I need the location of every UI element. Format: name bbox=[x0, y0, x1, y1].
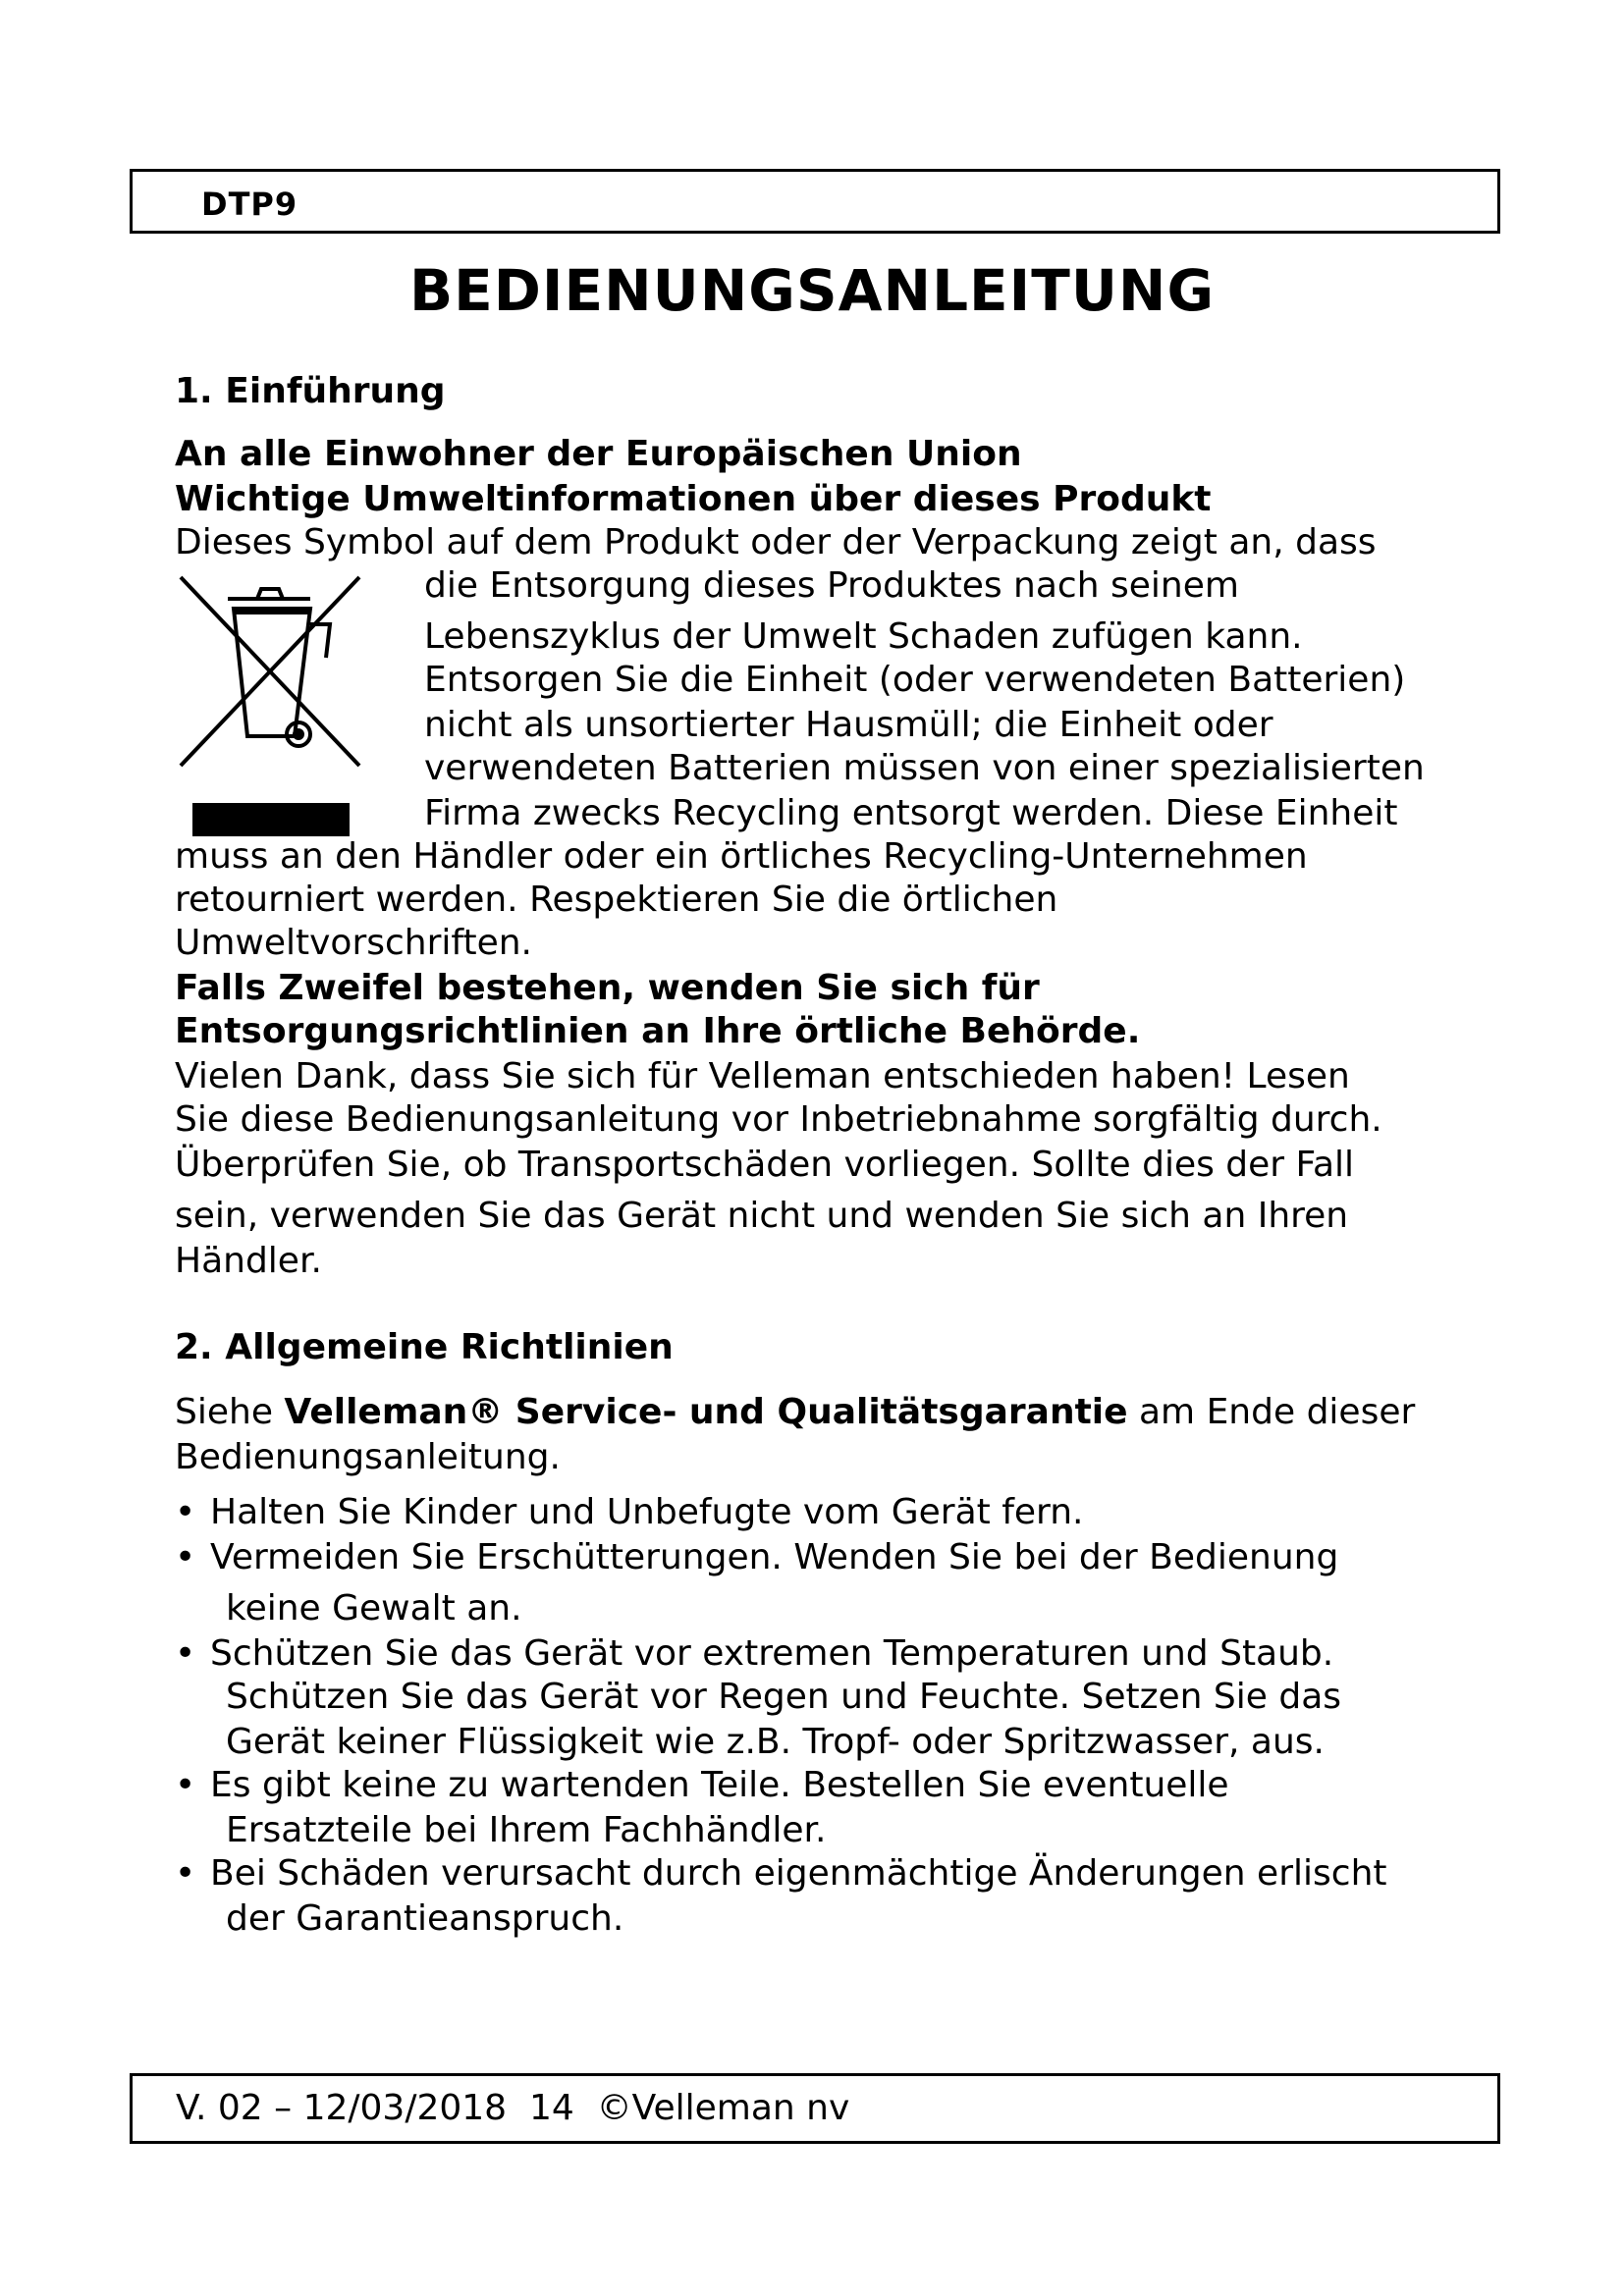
bullet-item: Bei Schäden verursacht durch eigenmächtige Änderungen erlischt bbox=[210, 1853, 1387, 1894]
bullet-icon: • bbox=[175, 1853, 196, 1894]
page-title: BEDIENUNGSANLEITUNG bbox=[408, 257, 1216, 324]
bullet-icon: • bbox=[175, 1633, 196, 1674]
thanks-line: Überprüfen Sie, ob Transportschäden vorliegen. Sollte dies der Fall bbox=[175, 1145, 1355, 1185]
thanks-line: sein, verwenden Sie das Gerät nicht und wenden Sie sich an Ihren bbox=[175, 1196, 1349, 1236]
footer-version: V. 02 – 12/03/2018 14 ©Velleman nv bbox=[176, 2088, 850, 2128]
guarantee-reference-line2: Bedienungsanleitung. bbox=[175, 1437, 561, 1477]
doubt-line: Falls Zweifel bestehen, wenden Sie sich für bbox=[175, 968, 1040, 1008]
eu-heading-2: Wichtige Umweltinformationen über dieses Produkt bbox=[175, 479, 1212, 519]
footer-box bbox=[130, 2073, 1500, 2144]
section-1-heading: 1. Einführung bbox=[175, 371, 446, 411]
env-line: nicht als unsortierter Hausmüll; die Einheit oder bbox=[424, 705, 1273, 745]
env-line: retourniert werden. Respektieren Sie die örtlichen bbox=[175, 880, 1058, 920]
env-line: Entsorgen Sie die Einheit (oder verwendeten Batterien) bbox=[424, 660, 1406, 700]
thanks-line: Vielen Dank, dass Sie sich für Velleman entschieden haben! Lesen bbox=[175, 1056, 1350, 1096]
bullet-icon: • bbox=[175, 1765, 196, 1805]
env-line: Lebenszyklus der Umwelt Schaden zufügen kann. bbox=[424, 616, 1303, 657]
env-line: Firma zwecks Recycling entsorgt werden. Diese Einheit bbox=[424, 793, 1398, 833]
bullet-icon: • bbox=[175, 1492, 196, 1532]
header-box bbox=[130, 169, 1500, 234]
env-line: Umweltvorschriften. bbox=[175, 923, 532, 963]
bullet-continuation: Schützen Sie das Gerät vor Regen und Feuchte. Setzen Sie das bbox=[226, 1677, 1342, 1717]
guarantee-title: Velleman® Service- und Qualitätsgarantie bbox=[284, 1392, 1128, 1432]
bullet-item: Vermeiden Sie Erschütterungen. Wenden Sie bei der Bedienung bbox=[210, 1537, 1339, 1577]
bullet-item: Schützen Sie das Gerät vor extremen Temperaturen und Staub. bbox=[210, 1633, 1334, 1674]
weee-bin-icon bbox=[173, 569, 369, 844]
eu-heading-1: An alle Einwohner der Europäischen Union bbox=[175, 434, 1022, 474]
thanks-line: Händler. bbox=[175, 1241, 322, 1281]
bullet-continuation: Gerät keiner Flüssigkeit wie z.B. Tropf- oder Spritzwasser, aus. bbox=[226, 1722, 1325, 1762]
env-line: verwendeten Batterien müssen von einer spezialisierten bbox=[424, 748, 1425, 788]
bullet-item: Halten Sie Kinder und Unbefugte vom Gerät fern. bbox=[210, 1492, 1084, 1532]
bullet-continuation: keine Gewalt an. bbox=[226, 1588, 522, 1629]
env-line: die Entsorgung dieses Produktes nach seinem bbox=[424, 565, 1239, 606]
bullet-icon: • bbox=[175, 1537, 196, 1577]
guarantee-reference bbox=[175, 1392, 1415, 1432]
guarantee-prefix: Siehe bbox=[175, 1392, 285, 1432]
guarantee-suffix: am Ende dieser bbox=[1127, 1392, 1416, 1432]
thanks-line: Sie diese Bedienungsanleitung vor Inbetriebnahme sorgfältig durch. bbox=[175, 1099, 1382, 1140]
bullet-continuation: der Garantieanspruch. bbox=[226, 1898, 624, 1939]
bullet-item: Es gibt keine zu wartenden Teile. Bestellen Sie eventuelle bbox=[210, 1765, 1229, 1805]
section-2-heading: 2. Allgemeine Richtlinien bbox=[175, 1327, 674, 1367]
bullet-continuation: Ersatzteile bei Ihrem Fachhändler. bbox=[226, 1810, 827, 1850]
env-line: Dieses Symbol auf dem Produkt oder der Verpackung zeigt an, dass bbox=[175, 522, 1377, 562]
env-line: muss an den Händler oder ein örtliches Recycling-Unternehmen bbox=[175, 836, 1308, 877]
doubt-line: Entsorgungsrichtlinien an Ihre örtliche Behörde. bbox=[175, 1011, 1141, 1051]
model-code: DTP9 bbox=[201, 186, 298, 223]
